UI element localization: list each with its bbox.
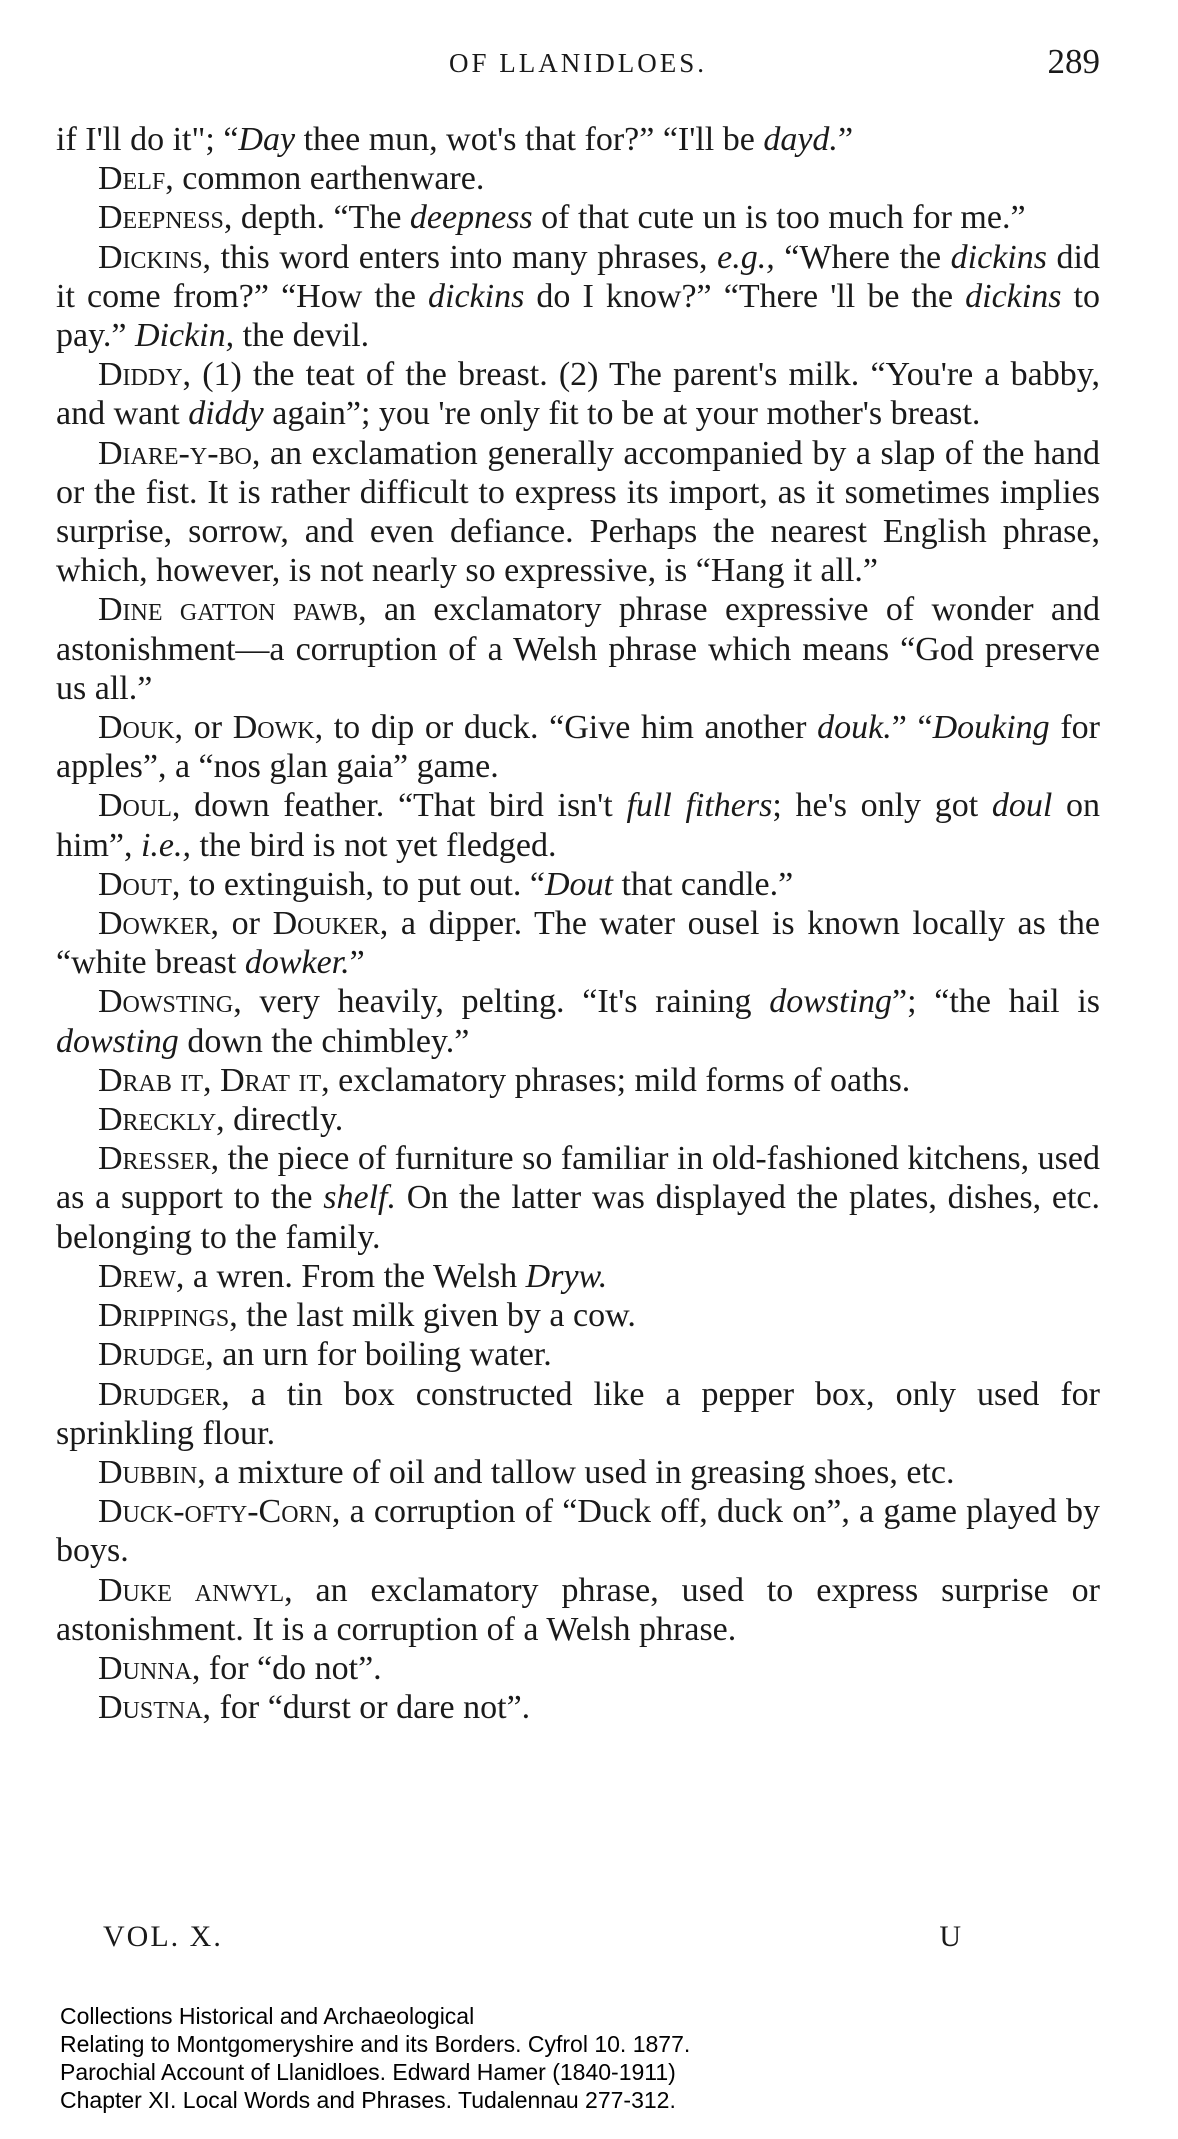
headword-variant: Dowk,: [232, 709, 324, 747]
running-title: OF LLANIDLOES.: [449, 48, 707, 78]
headword: Dresser,: [98, 1140, 220, 1178]
signature-mark: U: [939, 1920, 963, 1953]
headword: Dreckly,: [98, 1101, 225, 1139]
entry-drudger: Drudger, a tin box constructed like a pepper box, only used for sprinkling flour.: [56, 1375, 1100, 1452]
headword: Dowsting,: [98, 983, 242, 1021]
entry-dowker: Dowker, or Douker, a dipper. The water ousel is known locally as the “white breast dowker.”: [56, 905, 1101, 982]
headword: Dowker,: [98, 905, 220, 943]
signature-line: [103, 1920, 963, 1960]
headword: Dine gatton pawb,: [98, 591, 367, 629]
entry-duck-ofty-corn: Duck-ofty-Corn, a corruption of “Duck off, duck on”, a game played by boys.: [56, 1493, 1100, 1570]
headword: Diddy,: [98, 356, 192, 394]
headword: Douk,: [98, 709, 184, 747]
entry-dickins: Dickins, this word enters into many phrases, e.g., “Where the dickins did it come from?” “How the dickins do I know?” “There 'll be the dickins to pay.” Dickin, the devil.: [56, 238, 1101, 355]
headword: Dickins,: [98, 238, 212, 276]
entry-diare-y-bo: Diare-y-bo, an exclamation generally accompanied by a slap of the hand or the fist. It is rather difficult to express its import, as it sometimes implies surprise, sorrow, and even defiance. Perhaps the nearest English phrase, which, however, is not nearly so expressive, is “Hang it all.”: [56, 434, 1100, 590]
entry-dustna: Dustna, for “durst or dare not”.: [98, 1689, 531, 1727]
entry-dout: Dout, to extinguish, to put out. “Dout that candle.”: [98, 865, 794, 903]
citation-line: Parochial Account of Llanidloes. Edward Hamer (1840-1911): [60, 2059, 676, 2085]
dictionary-text: [56, 120, 1100, 1727]
headword-variant: Douker,: [272, 905, 389, 943]
entry-dunna: Dunna, for “do not”.: [98, 1649, 382, 1687]
headword: Diare-y-bo,: [98, 434, 261, 472]
headword: Drew,: [98, 1257, 185, 1295]
entry-drudge: Drudge, an urn for boiling water.: [98, 1336, 552, 1374]
headword: Drudge,: [98, 1336, 214, 1374]
entry-dreckly: Dreckly, directly.: [98, 1101, 344, 1139]
continuation-paragraph: if I'll do it"; “Day thee mun, wot's that for?” “I'll be dayd.”: [56, 121, 854, 158]
entry-drew: Drew, a wren. From the Welsh Dryw.: [98, 1257, 608, 1295]
citation-line: Relating to Montgomeryshire and its Borders. Cyfrol 10. 1877.: [60, 2031, 691, 2057]
headword: Dubbin,: [98, 1453, 206, 1491]
headword: Deepness,: [98, 199, 233, 237]
citation-line: Chapter XI. Local Words and Phrases. Tudalennau 277-312.: [60, 2087, 676, 2113]
headword: Dout,: [98, 865, 181, 903]
entry-dresser: Dresser, the piece of furniture so familiar in old-fashioned kitchens, used as a support to the shelf. On the latter was displayed the plates, dishes, etc. belonging to the family.: [56, 1140, 1100, 1256]
entry-dubbin: Dubbin, a mixture of oil and tallow used in greasing shoes, etc.: [98, 1453, 955, 1491]
headword-variant: Drat it,: [220, 1061, 330, 1099]
entry-drippings: Drippings, the last milk given by a cow.: [98, 1297, 636, 1335]
volume-label: VOL. X.: [103, 1920, 223, 1953]
entry-dine-gatton-pawb: Dine gatton pawb, an exclamatory phrase expressive of wonder and astonishment—a corruption of a Welsh phrase which means “God preserve us all.”: [56, 591, 1100, 707]
headword: Dunna,: [98, 1649, 201, 1687]
headword: Drudger,: [98, 1375, 230, 1413]
entry-deepness: Deepness, depth. “The deepness of that cute un is too much for me.”: [98, 199, 1026, 237]
entry-delf: Delf, common earthenware.: [98, 160, 485, 198]
source-citation: [60, 2002, 1060, 2114]
headword: Dustna,: [98, 1689, 212, 1727]
citation-line: Collections Historical and Archaeological: [60, 2003, 475, 2029]
page-number: 289: [1047, 42, 1100, 81]
headword: Drippings,: [98, 1297, 238, 1335]
headword: Doul,: [98, 787, 181, 825]
entry-dowsting: Dowsting, very heavily, pelting. “It's raining dowsting”; “the hail is dowsting down the chimbley.”: [56, 983, 1100, 1060]
entry-douk: Douk, or Dowk, to dip or duck. “Give him another douk.” “Douking for apples”, a “nos glan gaia” game.: [56, 709, 1100, 786]
entry-doul: Doul, down feather. “That bird isn't full fithers; he's only got doul on him”, i.e., the bird is not yet fledged.: [56, 787, 1101, 864]
headword: Duke anwyl,: [98, 1571, 293, 1609]
entry-duke-anwyl: Duke anwyl, an exclamatory phrase, used to express surprise or astonishment. It is a corruption of a Welsh phrase.: [56, 1571, 1100, 1648]
running-head: [56, 42, 1100, 86]
headword: Drab it,: [98, 1061, 212, 1099]
headword: Delf,: [98, 160, 174, 198]
entry-drab-it: Drab it, Drat it, exclamatory phrases; mild forms of oaths.: [98, 1061, 911, 1099]
headword: Duck-ofty-Corn,: [98, 1493, 341, 1531]
entry-diddy: Diddy, (1) the teat of the breast. (2) The parent's milk. “You're a babby, and want diddy again”; you 're only fit to be at your mother's breast.: [56, 356, 1100, 433]
